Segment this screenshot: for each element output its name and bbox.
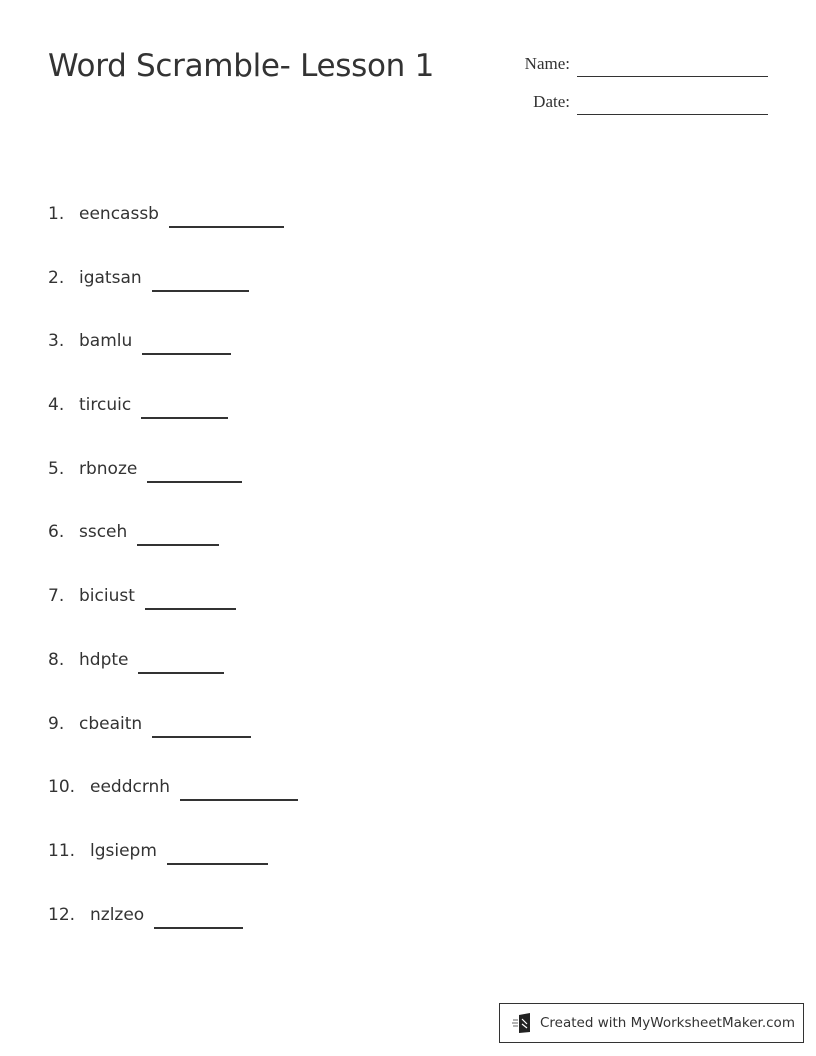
item-number: 9. <box>48 713 65 734</box>
item-number: 2. <box>48 267 65 288</box>
name-label: Name: <box>524 54 570 73</box>
list-item <box>48 522 298 586</box>
date-label: Date: <box>533 92 570 111</box>
item-number: 4. <box>48 395 65 416</box>
item-number: 3. <box>48 331 65 352</box>
scrambled-word: eeddcrnh <box>90 777 171 798</box>
answer-blank[interactable] <box>138 650 224 674</box>
scrambled-word: bamlu <box>79 331 133 352</box>
list-item <box>48 395 298 459</box>
answer-blank[interactable] <box>147 459 242 483</box>
item-number: 7. <box>48 586 65 607</box>
scrambled-word: rbnoze <box>79 458 138 479</box>
item-number: 11. <box>48 840 76 861</box>
answer-blank[interactable] <box>152 714 251 738</box>
scrambled-word: nzlzeo <box>90 904 145 925</box>
item-number: 6. <box>48 522 65 543</box>
footer-text: Created with MyWorksheetMaker.com <box>540 1015 795 1031</box>
page-title: Word Scramble- Lesson 1 <box>48 48 434 84</box>
list-item <box>48 268 298 332</box>
item-number: 12. <box>48 904 76 925</box>
item-number: 10. <box>48 777 76 798</box>
worksheet-logo-icon <box>512 1012 534 1034</box>
answer-blank[interactable] <box>141 395 228 419</box>
list-item <box>48 586 298 650</box>
answer-blank[interactable] <box>154 905 243 929</box>
list-item <box>48 777 298 841</box>
item-number: 8. <box>48 649 65 670</box>
answer-blank[interactable] <box>152 268 249 292</box>
list-item <box>48 714 298 778</box>
answer-blank[interactable] <box>142 331 231 355</box>
scrambled-word: hdpte <box>79 649 129 670</box>
list-item <box>48 905 298 969</box>
answer-blank[interactable] <box>137 522 219 546</box>
list-item <box>48 650 298 714</box>
scrambled-word: cbeaitn <box>79 713 143 734</box>
scrambled-word: tircuic <box>79 395 132 416</box>
item-number: 1. <box>48 204 65 224</box>
scrambled-word: ssceh <box>79 522 128 543</box>
name-line[interactable] <box>577 76 768 77</box>
list-item <box>48 331 298 395</box>
list-item <box>48 841 298 905</box>
scramble-list <box>48 204 298 968</box>
scrambled-word: biciust <box>79 586 135 607</box>
item-number: 5. <box>48 458 65 479</box>
list-item <box>48 459 298 523</box>
answer-blank[interactable] <box>169 204 284 228</box>
scrambled-word: eencassb <box>79 204 159 224</box>
answer-blank[interactable] <box>145 586 236 610</box>
answer-blank[interactable] <box>167 841 268 865</box>
scrambled-word: lgsiepm <box>90 840 157 861</box>
date-line[interactable] <box>577 114 768 115</box>
list-item <box>48 204 298 268</box>
answer-blank[interactable] <box>180 777 298 801</box>
footer-badge[interactable] <box>499 1003 804 1043</box>
scrambled-word: igatsan <box>79 267 142 288</box>
